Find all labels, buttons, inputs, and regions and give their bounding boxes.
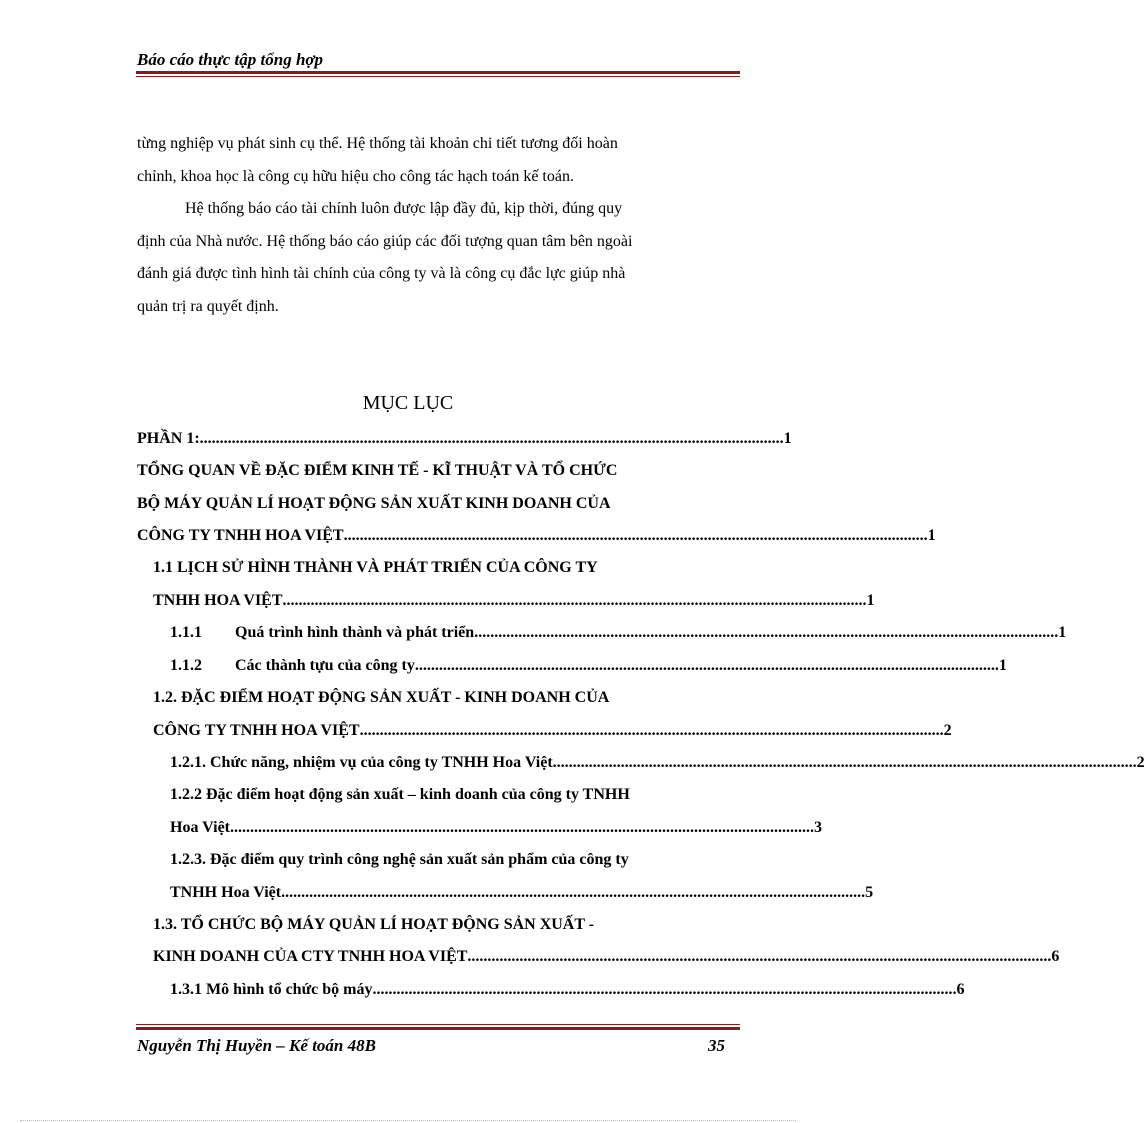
toc-leader: .................................................................................................................................................. [282,592,867,609]
toc-entry-text: 1.2.1. Chức năng, nhiệm vụ của công ty TNHH Hoa Việt [170,754,553,771]
toc-leader: .................................................................................................................................................. [552,754,1137,771]
toc-entry[interactable] [153,945,1060,969]
paragraph-1 [137,128,738,193]
toc-entry-text[interactable]: 1.2. ĐẶC ĐIỂM HOẠT ĐỘNG SẢN XUẤT - KINH DOANH CỦA [153,689,610,706]
footer-rule [136,1027,740,1030]
toc-leader: .................................................................................................................................................. [281,884,866,901]
toc-entry-text: Quá trình hình thành và phát triển [235,624,475,641]
toc-leader: .................................................................................................................................................. [343,527,928,544]
page-edge-divider [20,1120,796,1121]
text-line: định của Nhà nước. Hệ thống báo cáo giúp các đối tượng quan tâm bên ngoài [137,232,633,250]
toc-entry[interactable] [137,427,792,451]
toc-leader: .................................................................................................................................................. [230,819,814,836]
toc-entry-text: Các thành tựu của công ty [235,657,415,674]
toc-entry-text[interactable]: 1.2.2 Đặc điểm hoạt động sản xuất – kinh doanh của công ty TNHH [170,786,630,803]
header-rule-thin [136,76,740,77]
header-rule [136,71,740,74]
toc-leader: .................................................................................................................................................. [372,981,957,998]
paragraph-2 [137,193,738,323]
toc-entry[interactable] [170,881,874,905]
toc-entry-text[interactable]: 1.2.3. Đặc điểm quy trình công nghệ sản xuất sản phẩm của công ty [170,851,629,868]
toc-leader: .................................................................................................................................................. [359,722,944,739]
toc-entry-text: CÔNG TY TNHH HOA VIỆT [153,722,360,739]
toc-entry[interactable] [137,524,936,548]
toc-entry[interactable] [170,978,965,1002]
text-line: đánh giá được tình hình tài chính của công ty và là công cụ đắc lực giúp nhà [137,265,626,282]
toc-page: 1 [866,592,875,609]
toc-leader: .................................................................................................................................................. [474,624,1059,641]
toc-entry-text[interactable]: BỘ MÁY QUẢN LÍ HOẠT ĐỘNG SẢN XUẤT KINH DOANH CỦA [137,495,611,512]
header-title: Báo cáo thực tập tổng hợp [137,50,324,69]
text-line: từng nghiệp vụ phát sinh cụ thể. Hệ thống tài khoản chi tiết tương đối hoàn [137,135,618,152]
footer-author: Nguyễn Thị Huyền – Kế toán 48B [137,1036,376,1055]
text-line: quản trị ra quyết định. [137,297,279,315]
toc-page: 1 [927,527,936,544]
toc-page: 6 [1051,948,1060,965]
toc-entry-text: TNHH HOA VIỆT [153,592,283,609]
toc-page: 2 [943,722,952,739]
toc-page: 2 [1136,754,1145,771]
toc-page: 3 [814,819,822,836]
toc-entry-text: Hoa Việt [170,819,230,836]
toc-entry-text: CÔNG TY TNHH HOA VIỆT [137,527,344,544]
toc-entry-text[interactable]: 1.3. TỔ CHỨC BỘ MÁY QUẢN LÍ HOẠT ĐỘNG SẢN XUẤT - [153,916,595,933]
toc-entry[interactable] [170,621,1067,645]
toc-entry-text[interactable]: TỔNG QUAN VỀ ĐẶC ĐIỂM KINH TẾ - KĨ THUẬT VÀ TỔ CHỨC [137,462,618,479]
toc-title: MỤC LỤC [362,392,454,414]
toc-entry[interactable] [170,816,822,840]
toc-entry-text: 1.3.1 Mô hình tổ chức bộ máy [170,981,373,998]
toc-leader: .................................................................................................................................................. [467,948,1052,965]
text-line: Hệ thống báo cáo tài chính luôn được lập đầy đủ, kịp thời, đúng quy [185,200,623,217]
toc-entry-number: 1.1.2 [170,657,202,674]
toc-leader: .................................................................................................................................................. [414,657,999,674]
toc-page: 1 [1058,624,1067,641]
text-line: chỉnh, khoa học là công cụ hữu hiệu cho công tác hạch toán kế toán. [137,167,574,185]
toc-entry[interactable] [153,719,952,743]
toc-entry[interactable] [170,654,1007,678]
toc-page: 5 [865,884,874,901]
toc-page: 6 [956,981,965,998]
toc-entry-text[interactable]: 1.1 LỊCH SỬ HÌNH THÀNH VÀ PHÁT TRIỂN CỦA CÔNG TY [153,559,598,576]
toc-entry-text: PHẦN 1: [137,430,200,447]
toc-page: 1 [783,430,792,447]
toc-entry-number: 1.1.1 [170,624,202,641]
toc-entry-text: TNHH Hoa Việt [170,884,282,901]
toc-leader: .................................................................................................................................................. [199,430,784,447]
toc-entry[interactable] [153,589,875,613]
toc-page: 1 [998,657,1007,674]
footer-rule-thin [136,1024,740,1025]
toc-entry-text: KINH DOANH CỦA CTY TNHH HOA VIỆT [153,948,468,965]
toc-entry[interactable] [170,751,1145,775]
footer-page-number: 35 [708,1036,725,1055]
